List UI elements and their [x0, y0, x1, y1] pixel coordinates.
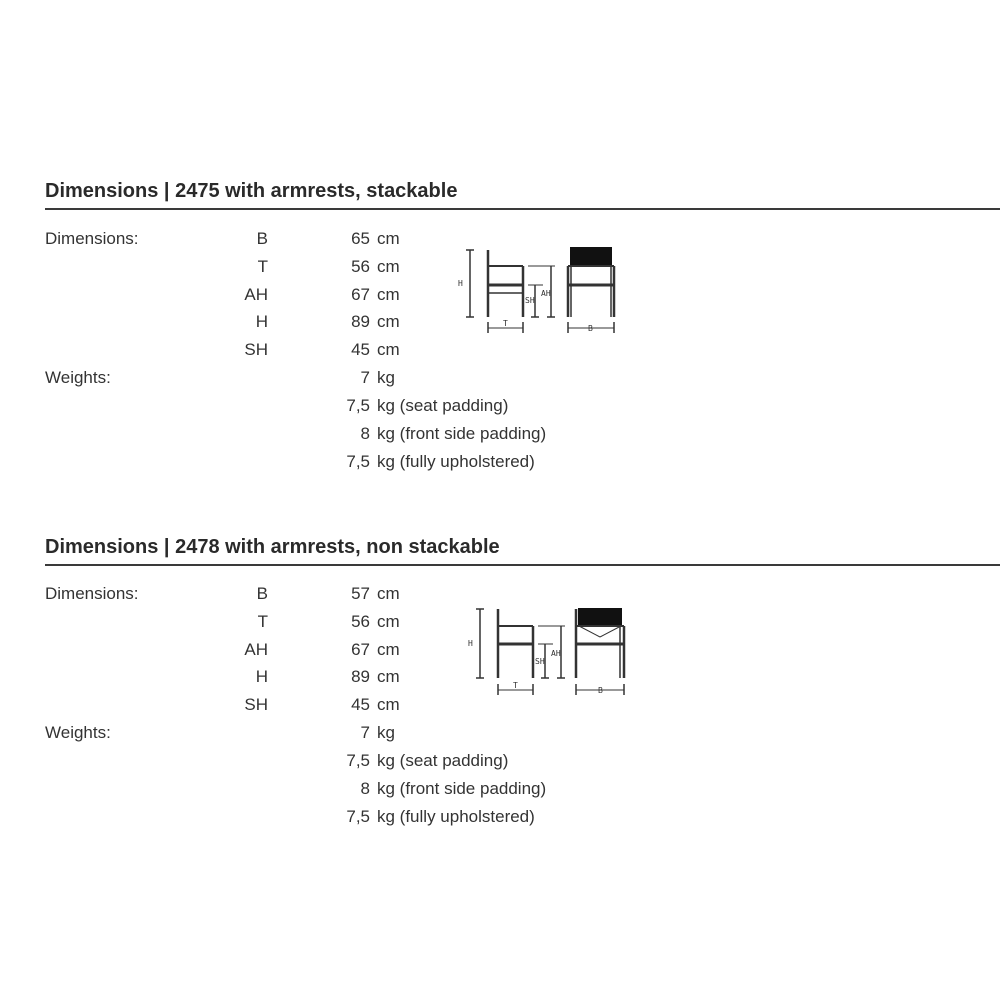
dimension-value: 65 [351, 229, 370, 248]
weight-value: 8 [360, 424, 370, 443]
chair-dimension-diagram [465, 604, 640, 702]
weight-value: 7,5 [346, 807, 370, 826]
diagram-label-b: B [588, 324, 593, 333]
weight-value: 7,5 [346, 396, 370, 415]
weight-value: 7 [360, 723, 370, 742]
weight-value: 7 [360, 368, 370, 387]
dimension-value: 45 [351, 695, 370, 714]
dimension-value: 56 [351, 612, 370, 631]
weight-unit: kg [377, 723, 395, 742]
dimension-value: 67 [351, 285, 370, 304]
dimension-value: 89 [351, 667, 370, 686]
weight-unit: kg (seat padding) [377, 751, 509, 770]
weight-unit: kg [377, 368, 395, 387]
dimension-code: H [255, 312, 268, 331]
dimension-unit: cm [377, 695, 400, 714]
section-title: Dimensions | 2478 with armrests, non stackable [45, 536, 500, 558]
dimension-unit: cm [377, 285, 400, 304]
dimension-unit: cm [377, 257, 400, 276]
weight-value: 7,5 [346, 452, 370, 471]
front-view-drawing [576, 609, 624, 695]
weight-unit: kg (front side padding) [377, 424, 547, 443]
diagram-label-h: H [458, 279, 463, 288]
dimension-value: 45 [351, 340, 370, 359]
dimension-code: B [256, 584, 268, 603]
dimension-unit: cm [377, 340, 400, 359]
dimension-value: 89 [351, 312, 370, 331]
diagram-label-t: T [513, 681, 518, 690]
weight-value: 8 [360, 779, 370, 798]
dimension-value: 56 [351, 257, 370, 276]
weight-value: 7,5 [346, 751, 370, 770]
chair-dimension-diagram [455, 245, 630, 340]
diagram-label-sh: SH [525, 296, 535, 305]
dimension-unit: cm [377, 612, 400, 631]
dimension-code: T [257, 612, 268, 631]
weights-label: Weights: [45, 723, 111, 742]
dimension-code: AH [244, 285, 268, 304]
diagram-label-t: T [503, 319, 508, 328]
dimensions-table [0, 180, 1000, 500]
dimension-code: SH [244, 695, 268, 714]
dimension-code: SH [244, 340, 268, 359]
dimension-code: B [256, 229, 268, 248]
dimension-unit: cm [377, 229, 400, 248]
dimension-code: H [255, 667, 268, 686]
weight-unit: kg (front side padding) [377, 779, 547, 798]
dimensions-label: Dimensions: [45, 229, 139, 248]
dimensions-label: Dimensions: [45, 584, 139, 603]
dimension-code: AH [244, 640, 268, 659]
dimensions-section-2478 [0, 536, 1000, 856]
weight-unit: kg (fully upholstered) [377, 807, 535, 826]
front-view-drawing [568, 248, 614, 333]
diagram-label-ah: AH [551, 649, 561, 658]
diagram-label-sh: SH [535, 657, 545, 666]
dimension-unit: cm [377, 584, 400, 603]
diagram-label-b: B [598, 686, 603, 695]
dimension-value: 67 [351, 640, 370, 659]
dimension-value: 57 [351, 584, 370, 603]
dimension-unit: cm [377, 667, 400, 686]
weights-label: Weights: [45, 368, 111, 387]
weight-unit: kg (fully upholstered) [377, 452, 535, 471]
section-title: Dimensions | 2475 with armrests, stackable [45, 180, 458, 202]
weight-unit: kg (seat padding) [377, 396, 509, 415]
dimension-code: T [257, 257, 268, 276]
diagram-label-h: H [468, 639, 473, 648]
dimension-unit: cm [377, 640, 400, 659]
diagram-label-ah: AH [541, 289, 551, 298]
dimension-unit: cm [377, 312, 400, 331]
dimensions-section-2475 [0, 180, 1000, 500]
